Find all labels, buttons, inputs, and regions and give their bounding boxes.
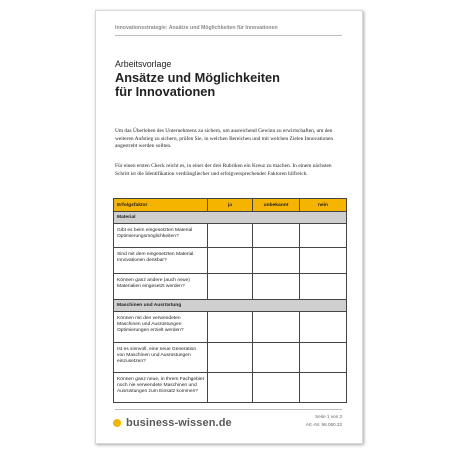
intro-paragraph: Um das Überleben des Unternehmens zu sichern, um ausreichend Gewinn zu erwirtschaften, um den weiteren Aufstieg zu sichern, prüfen Sie, in welchen Bereichen und mit welchen Zielen Innovationen angestrebt werden sollten. xyxy=(115,128,334,150)
answer-cell-ja[interactable] xyxy=(208,224,253,248)
document-page xyxy=(95,10,363,444)
document-title xyxy=(115,71,280,99)
question-cell: Gibt es beim eingesetzten Material Optimierungsmöglichkeiten? xyxy=(114,224,208,248)
question-cell: Können ganz neue, in Ihrem Fachgebiet noch nie verwendete Maschinen und Ausrüstungen zum Einsatz kommen? xyxy=(114,373,208,403)
page-info xyxy=(306,413,342,428)
checklist-table xyxy=(113,198,347,403)
question-cell: Ist es sinnvoll, eine neue Generation von Maschinen und Ausrüstungen einzusetzen? xyxy=(114,343,208,373)
answer-cell-unbekannt[interactable] xyxy=(253,373,300,403)
table-row xyxy=(114,274,347,300)
answer-cell-ja[interactable] xyxy=(208,274,253,300)
group-label: Material xyxy=(114,212,347,224)
table-row xyxy=(114,373,347,403)
answer-cell-nein[interactable] xyxy=(300,248,347,274)
answer-cell-ja[interactable] xyxy=(208,312,253,343)
brand-logo xyxy=(113,417,232,429)
table-row xyxy=(114,312,347,343)
table-row xyxy=(114,224,347,248)
logo-text: business-wissen.de xyxy=(126,417,232,429)
answer-cell-nein[interactable] xyxy=(300,373,347,403)
answer-cell-ja[interactable] xyxy=(208,343,253,373)
table-row xyxy=(114,343,347,373)
running-header: Innovationsstrategie: Ansätze und Möglichkeiten für Innovationen xyxy=(115,25,278,31)
group-label: Maschinen und Ausrüstung xyxy=(114,300,347,312)
title-line-2: für Innovationen xyxy=(115,84,216,99)
article-number: Art.-Nr. 98.060.32 xyxy=(305,421,342,427)
answer-cell-ja[interactable] xyxy=(208,373,253,403)
group-row-material xyxy=(114,212,347,224)
answer-cell-unbekannt[interactable] xyxy=(253,224,300,248)
answer-cell-unbekannt[interactable] xyxy=(253,248,300,274)
header-rule xyxy=(115,35,342,36)
answer-cell-nein[interactable] xyxy=(300,224,347,248)
answer-cell-ja[interactable] xyxy=(208,248,253,274)
column-header-factor: Erfolgsfaktor xyxy=(114,199,208,212)
question-cell: Können mit den verwendeten Maschinen und Ausrüstungen Optimierungen erzielt werden? xyxy=(114,312,208,343)
answer-cell-unbekannt[interactable] xyxy=(253,343,300,373)
answer-cell-nein[interactable] xyxy=(300,274,347,300)
title-line-1: Ansätze und Möglichkeiten xyxy=(115,70,280,85)
answer-cell-nein[interactable] xyxy=(300,343,347,373)
column-header-ja: ja xyxy=(208,199,253,212)
column-header-unbekannt: unbekannt xyxy=(253,199,300,212)
page-number: Seite 1 von 3 xyxy=(315,414,342,419)
answer-cell-unbekannt[interactable] xyxy=(253,312,300,343)
column-header-nein: nein xyxy=(300,199,347,212)
table-row xyxy=(114,248,347,274)
footer-rule xyxy=(115,409,342,410)
answer-cell-unbekannt[interactable] xyxy=(253,274,300,300)
group-row-maschinen xyxy=(114,300,347,312)
answer-cell-nein[interactable] xyxy=(300,312,347,343)
table-header-row xyxy=(114,199,347,212)
document-kicker: Arbeitsvorlage xyxy=(115,59,172,69)
question-cell: Sind mit dem eingesetzten Material Innovationen denkbar? xyxy=(114,248,208,274)
question-cell: Können ganz andere (auch neue) Materialien eingesetzt werden? xyxy=(114,274,208,300)
instruction-paragraph: Für einen ersten Check reicht es, in einer der drei Rubriken ein Kreuz zu machen. In einem nächsten Schritt ist die Identifikation verdrängliecher und erfolgversprechender Faktoren hilfreich. xyxy=(115,163,332,177)
logo-dot-icon xyxy=(113,419,121,427)
